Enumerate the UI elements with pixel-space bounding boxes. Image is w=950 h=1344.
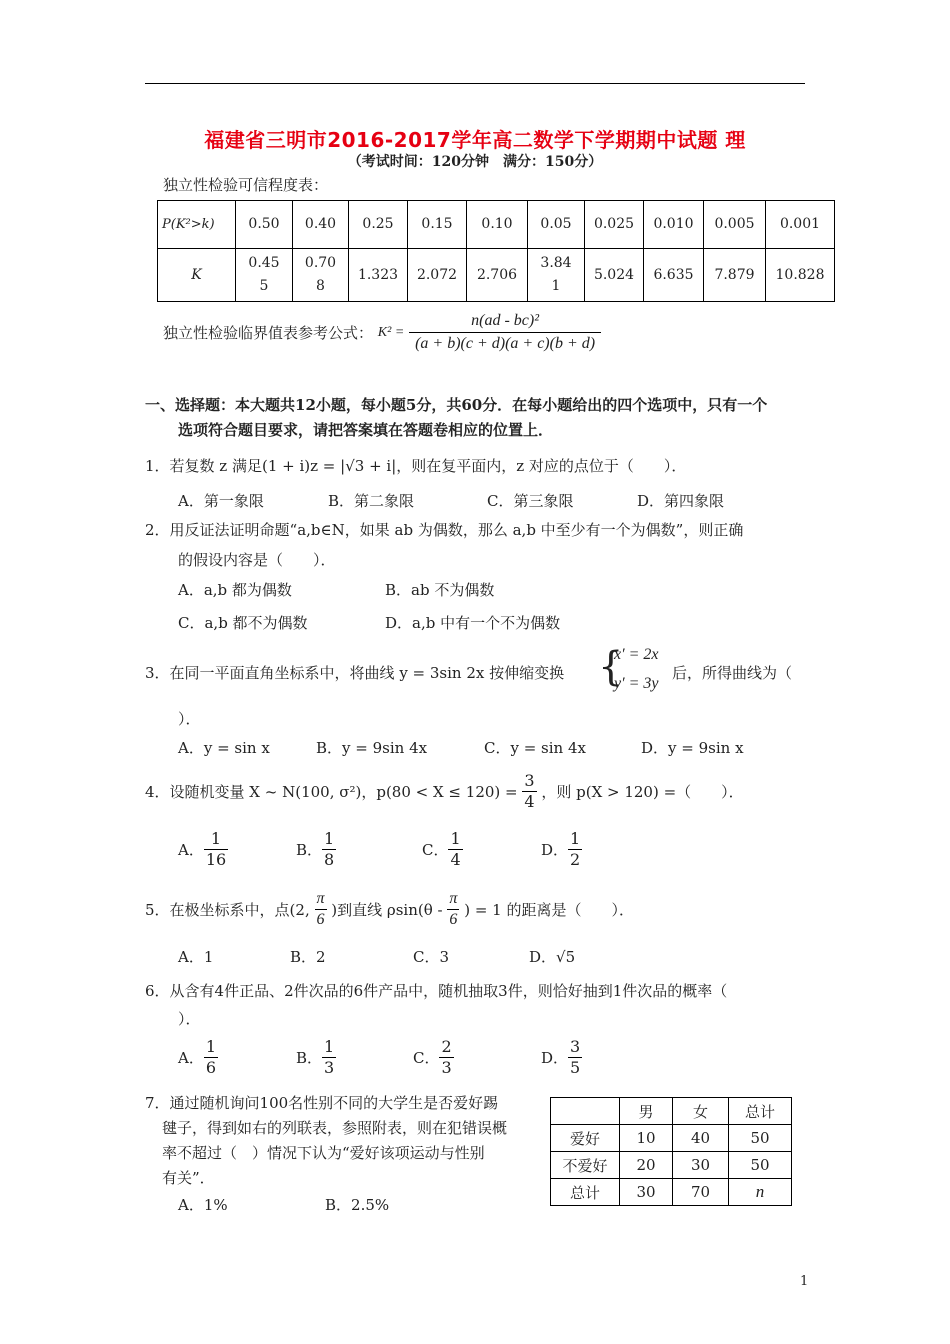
table-row — [551, 1152, 792, 1179]
q5-pre: 5．在极坐标系中，点(2, — [145, 901, 310, 919]
numerator: 1 — [570, 829, 581, 848]
numerator: π — [315, 889, 327, 910]
pi-over-6 — [315, 889, 327, 930]
numerator: 1 — [324, 1037, 335, 1056]
q4-option-c — [422, 829, 463, 870]
numerator: 1 — [324, 829, 335, 848]
question-4 — [145, 771, 744, 812]
table-cell: 爱好 — [551, 1125, 620, 1152]
table-cell: 2.706 — [467, 249, 528, 302]
question-5 — [145, 889, 634, 930]
option-letter: B． — [296, 1049, 323, 1067]
table-cell: 30 — [673, 1152, 729, 1179]
numerator: π — [447, 889, 459, 910]
row1-label: P(K²>k) — [158, 201, 236, 249]
q1-option-a: A．第一象限 — [178, 492, 264, 510]
numerator: 1 — [450, 829, 461, 848]
table-cell: 不爱好 — [551, 1152, 620, 1179]
question-6: 6．从含有4件正品、2件次品的6件产品中，随机抽取3件，则恰好抽到1件次品的概率（ — [145, 982, 728, 1000]
q5-option-d: D．√5 — [529, 948, 576, 966]
table-cell: 0.40 — [293, 201, 349, 249]
numerator: 1 — [205, 1037, 217, 1056]
option-fraction — [448, 829, 462, 870]
table-cell: 0.25 — [349, 201, 408, 249]
table-cell: 50 — [729, 1125, 792, 1152]
q2-option-d: D．a,b 中有一个不为偶数 — [385, 614, 561, 632]
numerator: 1 — [204, 829, 228, 850]
question-2-cont: 的假设内容是（ ）． — [178, 551, 336, 569]
table-cell: 0.025 — [585, 201, 644, 249]
question-7: 7．通过随机询问100名性别不同的大学生是否爱好踢 — [145, 1094, 499, 1112]
top-rule — [145, 83, 805, 84]
option-fraction — [439, 1037, 453, 1078]
question-7-line4: 有关”． — [162, 1169, 215, 1187]
table-cell: 20 — [620, 1152, 673, 1179]
denominator: 6 — [205, 1058, 217, 1077]
denominator: 4 — [450, 850, 461, 869]
q3-option-b: B．y = 9sin 4x — [316, 739, 428, 757]
denominator: 3 — [324, 1058, 335, 1077]
option-letter: C． — [413, 1049, 440, 1067]
table-header — [551, 1098, 620, 1125]
table-cell: 总计 — [551, 1179, 620, 1206]
table-cell: 0.708 — [293, 249, 349, 302]
q4-pre: 4．设随机变量 X ~ N(100, σ²)，p(80 < X ≤ 120) = — [145, 783, 518, 801]
section-heading-cont: 选项符合题目要求，请把答案填在答题卷相应的位置上． — [178, 421, 554, 439]
q6-option-a — [178, 1037, 218, 1078]
q2-option-b: B．ab 不为偶数 — [385, 581, 495, 599]
q4-option-b — [296, 829, 336, 870]
formula-label: 独立性检验临界值表参考公式： — [163, 324, 374, 342]
table-cell: 0.455 — [236, 249, 293, 302]
q4-option-d — [541, 829, 582, 870]
table-cell: 3.841 — [528, 249, 585, 302]
option-letter: B． — [296, 841, 323, 859]
table-cell: 50 — [729, 1152, 792, 1179]
formula-line — [163, 310, 601, 355]
contingency-table — [550, 1097, 792, 1206]
q6-option-b — [296, 1037, 336, 1078]
option-letter: D． — [541, 1049, 569, 1067]
table-cell: 10 — [620, 1125, 673, 1152]
question-3: 3．在同一平面直角坐标系中，将曲线 y = 3sin 2x 按伸缩变换 — [145, 664, 565, 682]
option-fraction — [322, 829, 336, 870]
question-3-cont: ）． — [178, 710, 201, 728]
pi-over-6 — [447, 889, 459, 930]
q7-option-b: B．2.5% — [325, 1196, 390, 1214]
table-cell: 5.024 — [585, 249, 644, 302]
table-row — [551, 1125, 792, 1152]
q2-option-a: A．a,b 都为偶数 — [178, 581, 292, 599]
table-cell: 30 — [620, 1179, 673, 1206]
question-7-line2: 毽子，得到如右的列联表，参照附表，则在犯错误概 — [162, 1119, 508, 1137]
k-squared-formula — [409, 310, 601, 355]
table-header: 男 — [620, 1098, 673, 1125]
q5-option-a: A．1 — [178, 948, 214, 966]
formula-lhs: K² = — [377, 324, 405, 340]
table-cell: 70 — [673, 1179, 729, 1206]
table-header: 女 — [673, 1098, 729, 1125]
table-cell: 0.005 — [704, 201, 766, 249]
page-number: 1 — [800, 1274, 809, 1289]
q6-option-d — [541, 1037, 582, 1078]
table-cell: 1.323 — [349, 249, 408, 302]
option-fraction — [568, 829, 582, 870]
option-letter: C． — [422, 841, 449, 859]
denominator: 6 — [449, 911, 458, 928]
row2-label: K — [158, 249, 236, 302]
numerator: 3 — [570, 1037, 581, 1056]
table-cell: 2.072 — [408, 249, 467, 302]
q2-option-c: C．a,b 都不为偶数 — [178, 614, 308, 632]
page-title: 福建省三明市2016-2017学年高二数学下学期期中试题 理 — [204, 128, 746, 152]
table-cell: 0.10 — [467, 201, 528, 249]
numerator: 2 — [441, 1037, 452, 1056]
q3-option-d: D．y = 9sin x — [641, 739, 744, 757]
q4-option-a — [178, 829, 228, 870]
table-cell: 0.001 — [766, 201, 835, 249]
ktable-caption: 独立性检验可信程度表： — [163, 176, 329, 194]
q3-option-a: A．y = sin x — [178, 739, 270, 757]
denominator: 16 — [205, 850, 227, 869]
denominator: 5 — [570, 1058, 581, 1077]
denominator: 4 — [524, 792, 535, 811]
table-cell: 0.15 — [408, 201, 467, 249]
question-6-cont: ）． — [178, 1010, 201, 1028]
denominator: 3 — [441, 1058, 452, 1077]
table-cell: 10.828 — [766, 249, 835, 302]
table-row — [551, 1179, 792, 1206]
q5-mid: )到直线 ρsin(θ - — [331, 901, 443, 919]
table-cell: 40 — [673, 1125, 729, 1152]
table-cell: 0.05 — [528, 201, 585, 249]
option-letter: A． — [178, 841, 204, 859]
numerator: 3 — [524, 771, 535, 790]
q3-option-c: C．y = sin 4x — [484, 739, 586, 757]
formula-numerator: n(ad - bc)² — [409, 310, 601, 333]
question-2: 2．用反证法证明命题“a,b∈N，如果 ab 为偶数，那么 a,b 中至少有一个为偶数”，则正确 — [145, 521, 744, 539]
k-critical-table — [157, 200, 835, 302]
table-header: 总计 — [729, 1098, 792, 1125]
brace-glyph: { — [598, 644, 624, 690]
q1-option-c: C．第三象限 — [487, 492, 574, 510]
table-cell: 7.879 — [704, 249, 766, 302]
denominator: 8 — [324, 850, 335, 869]
option-fraction — [204, 829, 228, 870]
q1-option-d: D．第四象限 — [637, 492, 725, 510]
q5-option-b: B．2 — [290, 948, 326, 966]
table-cell: 0.010 — [644, 201, 704, 249]
q4-fraction — [522, 771, 536, 812]
q7-option-a: A．1% — [178, 1196, 228, 1214]
table-cell: n — [729, 1179, 792, 1206]
table-cell: 6.635 — [644, 249, 704, 302]
denominator: 2 — [570, 850, 581, 869]
option-letter: D． — [541, 841, 569, 859]
q5-post: ) = 1 的距离是（ ）． — [464, 901, 634, 919]
formula-denominator: (a + b)(c + d)(a + c)(b + d) — [415, 335, 596, 352]
option-fraction — [568, 1037, 582, 1078]
question-7-line3: 率不超过（ ）情况下认为“爱好该项运动与性别 — [162, 1144, 485, 1162]
exam-info: （考试时间：120分钟 满分：150分） — [347, 154, 603, 170]
question-3-post: 后，所得曲线为（ — [672, 664, 793, 682]
q5-option-c: C．3 — [413, 948, 450, 966]
q4-post: ，则 p(X > 120) =（ ）． — [541, 783, 744, 801]
table-cell: 0.50 — [236, 201, 293, 249]
q6-option-c — [413, 1037, 454, 1078]
option-fraction — [204, 1037, 218, 1078]
transform-y: y′ = 3y — [614, 675, 659, 692]
option-fraction — [322, 1037, 336, 1078]
transform-x: x′ = 2x — [614, 646, 659, 663]
question-1: 1．若复数 z 满足(1 + i)z = |√3 + i|，则在复平面内，z 对应的点位于（ ）． — [145, 457, 687, 475]
q1-option-b: B．第二象限 — [328, 492, 415, 510]
denominator: 6 — [316, 911, 325, 928]
section-heading: 一、选择题：本大题共12小题，每小题5分，共60分．在每小题给出的四个选项中，只有一个 — [145, 396, 768, 414]
option-letter: A． — [178, 1049, 204, 1067]
